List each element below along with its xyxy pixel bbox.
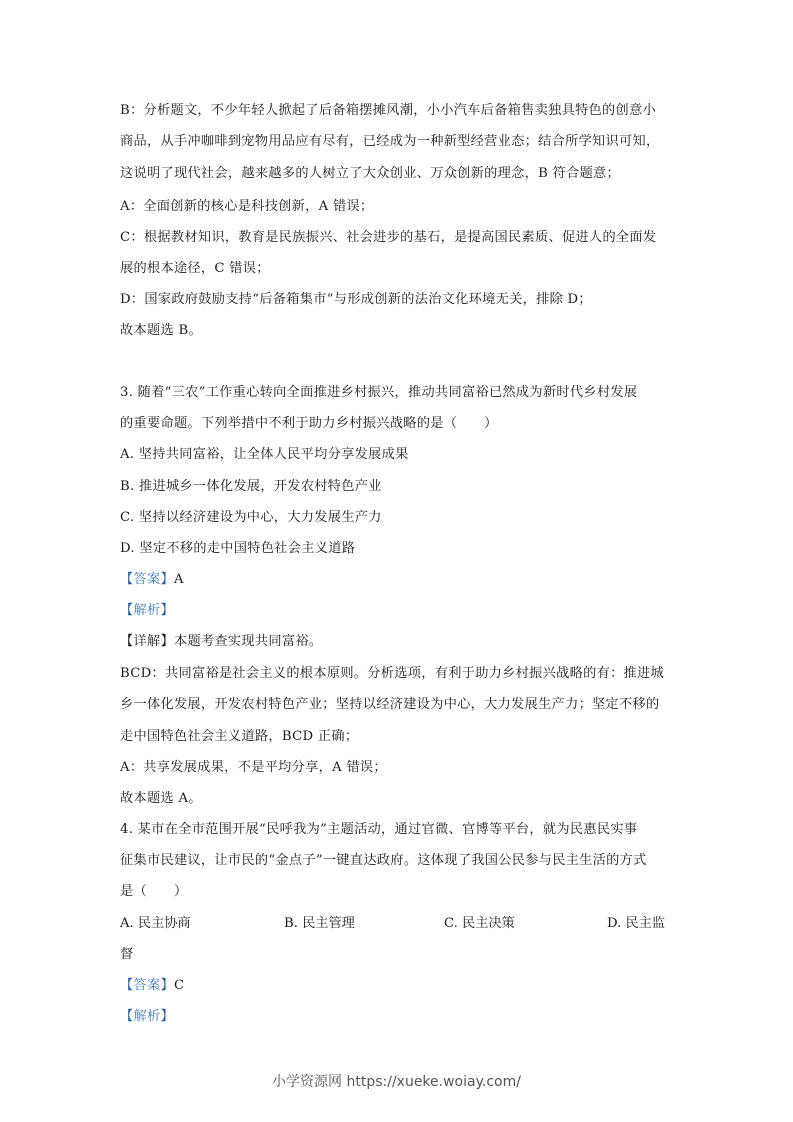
option-d-wrap: 督 bbox=[120, 947, 134, 962]
bracket-close: 】 bbox=[160, 978, 174, 993]
answer-row bbox=[120, 571, 680, 589]
explanation-line: 乡一体化发展，开发农村特色产业；坚持以经济建设为中心，大力发展生产力；坚定不移的 bbox=[120, 697, 660, 712]
explanation-line: A：共享发展成果，不是平均分享，A 错误； bbox=[120, 760, 387, 775]
answer-label: 答案 bbox=[133, 978, 161, 993]
bracket-open: 【 bbox=[120, 603, 134, 618]
answer-label: 答案 bbox=[133, 572, 161, 587]
option-a: A. 民主协商 bbox=[120, 916, 191, 931]
answer-value: C bbox=[173, 978, 185, 993]
text-line: C：根据教材知识，教育是民族振兴、社会进步的基石，是提高国民素质、促进人的全面发 bbox=[120, 230, 657, 245]
footer-watermark: 小学资源网 https://xueke.woiay.com/ bbox=[272, 1074, 521, 1090]
option-b: B. 民主管理 bbox=[284, 916, 355, 931]
text-line: B：分析题文，不少年轻人掀起了后备箱摆摊风潮，小小汽车后备箱售卖独具特色的创意小 bbox=[120, 103, 656, 118]
option-a: A. 坚持共同富裕，让全体人民平均分享发展成果 bbox=[120, 447, 409, 462]
analysis-label: 解析 bbox=[133, 1009, 161, 1024]
bracket-close: 】 bbox=[160, 603, 174, 618]
answer-row bbox=[120, 977, 680, 995]
text-line: 展的根本途径，C 错误； bbox=[120, 261, 270, 276]
text-line: 商品，从手冲咖啡到宠物用品应有尽有，已经成为一种新型经营业态；结合所学知识可知， bbox=[120, 134, 660, 149]
option-b: B. 推进城乡一体化发展，开发农村特色产业 bbox=[120, 479, 382, 494]
bracket-open: 【 bbox=[120, 978, 134, 993]
analysis-label: 解析 bbox=[133, 603, 161, 618]
bracket-open: 【 bbox=[120, 572, 134, 587]
explanation-line: 走中国特色社会主义道路，BCD 正确； bbox=[120, 729, 359, 744]
explanation-line: 故本题选 A。 bbox=[120, 791, 202, 806]
analysis-heading bbox=[120, 602, 680, 620]
question-stem: 是（ ） bbox=[120, 884, 188, 899]
text-line: D：国家政府鼓励支持“后备箱集市”与形成创新的法治文化环境无关，排除 D； bbox=[120, 292, 592, 307]
option-d: D. 坚定不移的走中国特色社会主义道路 bbox=[120, 541, 356, 556]
question-stem: 4. 某市在全市范围开展“民呼我为”主题活动，通过官微、官博等平台，就为民惠民实事 bbox=[120, 822, 638, 837]
bracket-open: 【 bbox=[120, 634, 134, 649]
question-stem: 征集市民建议，让市民的“金点子”一键直达政府。这体现了我国公民参与民主生活的方式 bbox=[120, 853, 647, 868]
bracket-close: 】 bbox=[160, 634, 174, 649]
option-c: C. 坚持以经济建设为中心，大力发展生产力 bbox=[120, 510, 382, 525]
text-line: 故本题选 B。 bbox=[120, 323, 202, 338]
bracket-close: 】 bbox=[160, 572, 174, 587]
text-line: A：全面创新的核心是科技创新，A 错误； bbox=[120, 199, 374, 214]
bracket-open: 【 bbox=[120, 1009, 134, 1024]
question-stem: 3. 随着“三农”工作重心转向全面推进乡村振兴，推动共同富裕已然成为新时代乡村发展 bbox=[120, 385, 638, 400]
text-line: 这说明了现代社会，越来越多的人树立了大众创业、万众创新的理念，B 符合题意； bbox=[120, 166, 621, 181]
detail-label: 详解 bbox=[133, 634, 161, 649]
analysis-heading bbox=[120, 1008, 680, 1026]
detail-text: 本题考查实现共同富裕。 bbox=[173, 634, 323, 649]
bracket-close: 】 bbox=[160, 1009, 174, 1024]
option-c: C. 民主决策 bbox=[444, 916, 515, 931]
answer-value: A bbox=[173, 572, 184, 587]
detail-row bbox=[120, 633, 680, 651]
question-stem: 的重要命题。下列举措中不利于助力乡村振兴战略的是（ ） bbox=[120, 416, 498, 431]
option-d: D. 民主监 bbox=[607, 916, 666, 931]
explanation-line: BCD：共同富裕是社会主义的根本原则。分析选项，有利于助力乡村振兴战略的有：推进城 bbox=[120, 666, 665, 681]
